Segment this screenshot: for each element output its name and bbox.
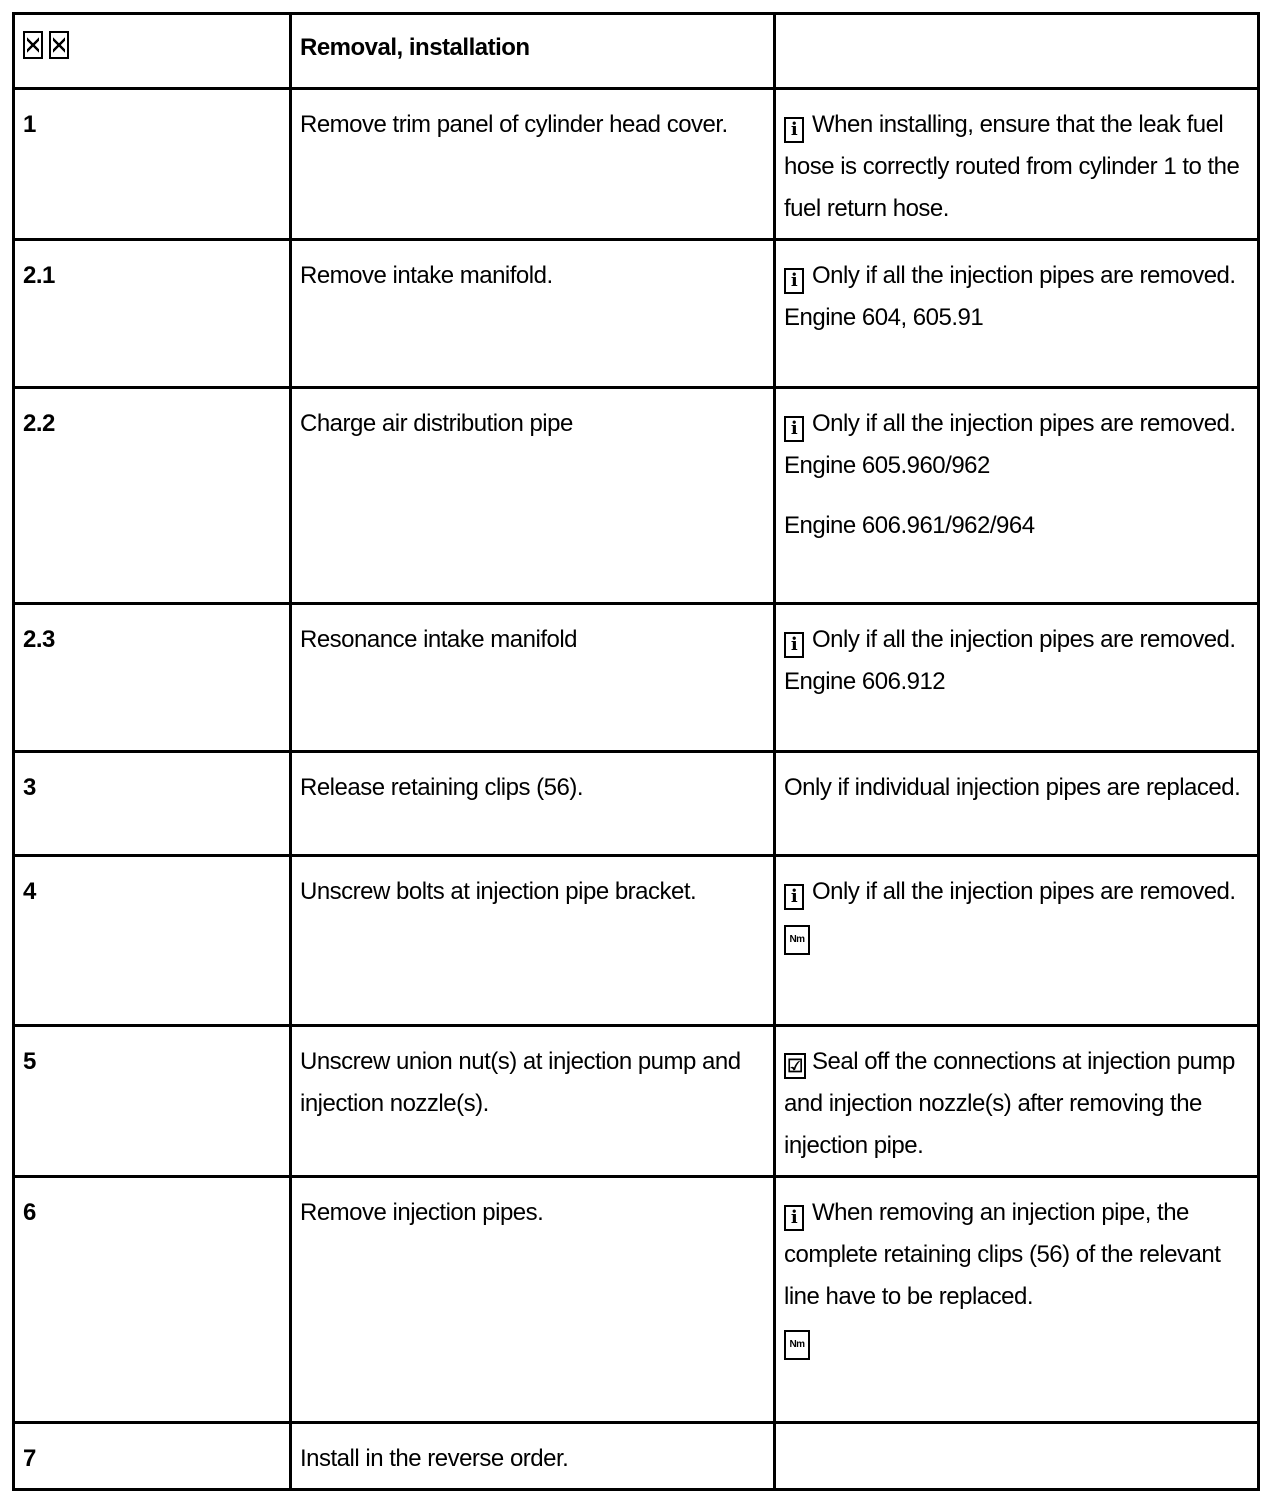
step-note [775,388,1259,604]
step-number: 1 [14,89,291,240]
info-icon: i [784,268,804,294]
step-note [775,604,1259,752]
info-icon: i [784,632,804,658]
note-text: Only if all the injection pipes are removed. [812,878,1236,905]
work-step-icon [23,31,43,59]
table-row [14,1423,1259,1490]
step-text: Unscrew union nut(s) at injection pump and injection nozzle(s). [291,1026,775,1177]
note-text: Only if all the injection pipes are removed. [812,262,1236,289]
work-step-icon [49,31,69,59]
engine-text: Engine 605.960/962 [784,452,990,479]
note-text: Seal off the connections at injection pump and injection nozzle(s) after removing the injection pipe. [784,1048,1235,1159]
step-text: Remove injection pipes. [291,1177,775,1423]
step-number: 2.1 [14,240,291,388]
step-text: Remove intake manifold. [291,240,775,388]
table-header-row [14,14,1259,89]
note-text: When installing, ensure that the leak fuel hose is correctly routed from cylinder 1 to the fuel return hose. [784,111,1240,222]
step-number: 7 [14,1423,291,1490]
step-number: 3 [14,752,291,856]
step-note [775,1423,1259,1490]
torque-nm-icon: Nm [784,925,810,955]
note-text: Only if all the injection pipes are removed. [812,626,1236,653]
seal-icon: ☑ [784,1053,806,1079]
header-empty-cell [775,14,1259,89]
note-text: When removing an injection pipe, the complete retaining clips (56) of the relevant line have to be replaced. [784,1199,1221,1310]
step-text: Release retaining clips (56). [291,752,775,856]
step-note [775,856,1259,1026]
engine-text: Engine 606.912 [784,668,946,695]
table-row [14,240,1259,388]
table-row [14,1177,1259,1423]
engine-text: Engine 604, 605.91 [784,304,984,331]
table-row [14,89,1259,240]
step-text: Remove trim panel of cylinder head cover. [291,89,775,240]
table-row [14,1026,1259,1177]
info-icon: i [784,416,804,442]
step-text: Unscrew bolts at injection pipe bracket. [291,856,775,1026]
info-icon: i [784,1205,804,1231]
step-number: 2.3 [14,604,291,752]
step-note [775,240,1259,388]
info-icon: i [784,884,804,910]
table-row [14,388,1259,604]
table-row [14,604,1259,752]
step-number: 5 [14,1026,291,1177]
step-note [775,1026,1259,1177]
step-text: Resonance intake manifold [291,604,775,752]
info-icon: i [784,117,804,143]
table-row [14,856,1259,1026]
step-note: Only if individual injection pipes are replaced. [775,752,1259,856]
procedure-table [12,12,1260,1491]
step-text: Charge air distribution pipe [291,388,775,604]
torque-nm-icon: Nm [784,1330,810,1360]
step-number: 4 [14,856,291,1026]
step-number: 2.2 [14,388,291,604]
engine-text: Engine 606.961/962/964 [784,512,1035,539]
header-title: Removal, installation [291,14,775,89]
note-text: Only if all the injection pipes are removed. [812,410,1236,437]
step-text: Install in the reverse order. [291,1423,775,1490]
step-note [775,1177,1259,1423]
step-number: 6 [14,1177,291,1423]
header-icons-cell [14,14,291,89]
step-note [775,89,1259,240]
table-row [14,752,1259,856]
